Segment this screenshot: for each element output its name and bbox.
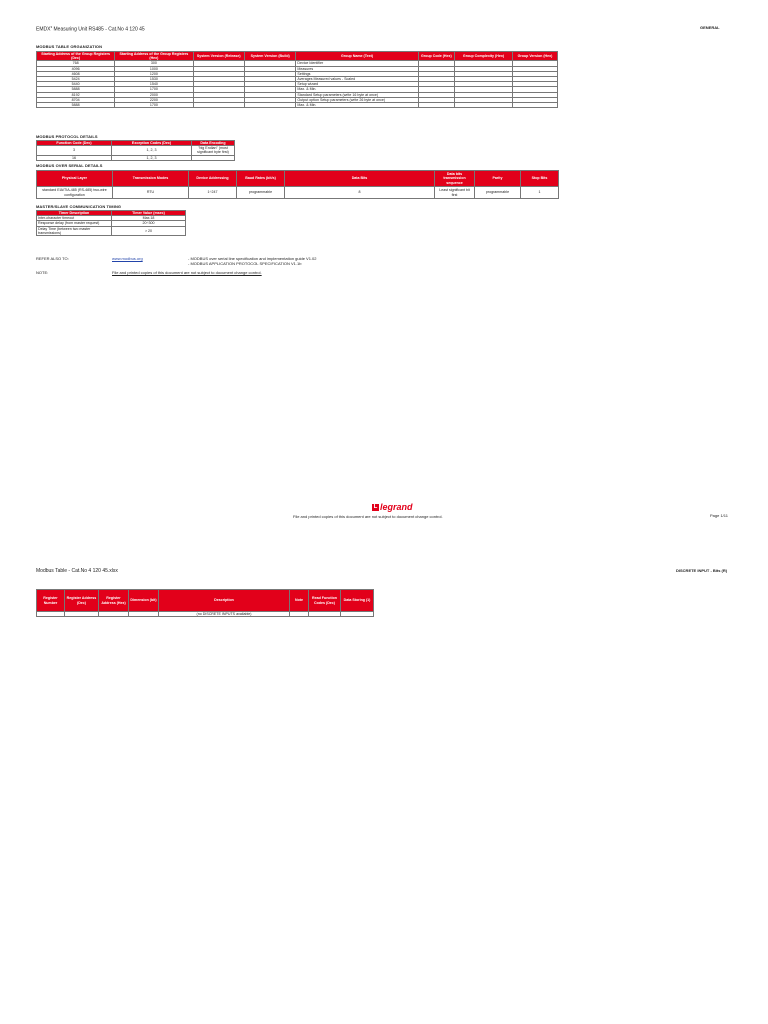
org-cell: Measures bbox=[296, 66, 418, 71]
document-title: EMDX$^3$ Measuring Unit RS485 - Cat.No 4 120 45 bbox=[36, 25, 145, 33]
org-cell: 2000 bbox=[115, 92, 193, 97]
protocol-details-title: MODBUS PROTOCOL DETAILS bbox=[36, 134, 98, 139]
org-cell: Setup wizard bbox=[296, 82, 418, 87]
di-header-3: Dimension (bit) bbox=[129, 590, 159, 612]
org-cell: 5424 bbox=[37, 77, 115, 82]
org-header-0: Starting Address of the Group Registers (Dec) bbox=[37, 52, 115, 61]
di-cell bbox=[290, 612, 309, 617]
org-cell: 8704 bbox=[37, 97, 115, 102]
refer-spec-2: - MODBUS APPLICATION PROTOCOL SPECIFICATION V1.1b bbox=[188, 261, 302, 266]
timing-cell: Response delay (from master request) bbox=[37, 221, 112, 226]
modbus-org-link[interactable]: www.modbus.org bbox=[112, 256, 143, 261]
serial-cell: programmable bbox=[475, 187, 521, 199]
legrand-logo-icon: L bbox=[373, 503, 378, 510]
org-cell bbox=[455, 103, 513, 108]
proto-cell bbox=[192, 155, 235, 160]
di-header-2: Register Address (Hex) bbox=[99, 590, 129, 612]
serial-header-1: Transmission Modes bbox=[113, 171, 189, 187]
di-cell bbox=[341, 612, 374, 617]
proto-row bbox=[37, 155, 235, 160]
org-cell: 8192 bbox=[37, 92, 115, 97]
proto-header-2: Data Encoding bbox=[192, 141, 235, 146]
di-header-6: Read Function Codes (Dec) bbox=[309, 590, 341, 612]
serial-row bbox=[37, 187, 559, 199]
protocol-details-table bbox=[36, 140, 235, 161]
proto-header-0: Function Code (Dec) bbox=[37, 141, 112, 146]
serial-cell: 1÷247 bbox=[189, 187, 237, 199]
proto-row bbox=[37, 146, 235, 155]
org-header-6: Group Complexity (Hex) bbox=[455, 52, 513, 61]
di-header-1: Register Address (Dec) bbox=[65, 590, 99, 612]
serial-cell: programmable bbox=[237, 187, 285, 199]
org-cell: Settings bbox=[296, 71, 418, 76]
org-row bbox=[37, 103, 558, 108]
footer-disclaimer: File and printed copies of this document are not subject to document change control. bbox=[293, 514, 443, 519]
timing-header-1: Timer Value (msec) bbox=[112, 211, 186, 216]
di-header-7: Data Storing (1) bbox=[341, 590, 374, 612]
org-cell: 768 bbox=[37, 61, 115, 66]
org-cell: 1200 bbox=[115, 71, 193, 76]
org-cell: 1000 bbox=[115, 66, 193, 71]
serial-header-4: Data Bits bbox=[285, 171, 435, 187]
org-cell: 1700 bbox=[115, 87, 193, 92]
timing-row bbox=[37, 226, 186, 235]
sheet-name: GENERAL bbox=[700, 25, 720, 30]
serial-cell: Least significant bit first bbox=[435, 187, 475, 199]
page-number: Page 1/11 bbox=[710, 513, 728, 518]
org-cell: 2200 bbox=[115, 97, 193, 102]
serial-cell: 1 bbox=[521, 187, 559, 199]
di-cell bbox=[129, 612, 159, 617]
org-header-3: System Version (Build) bbox=[244, 52, 295, 61]
timing-title: MASTER/SLAVE COMMUNICATION TIMING bbox=[36, 204, 122, 209]
serial-header-5: Data bits transmission sequence bbox=[435, 171, 475, 187]
org-cell bbox=[418, 103, 454, 108]
serial-details-table bbox=[36, 170, 559, 199]
timing-cell: 20÷300 bbox=[112, 221, 186, 226]
serial-details-title: MODBUS OVER SERIAL DETAILS bbox=[36, 163, 103, 168]
org-cell: Device Identifier bbox=[296, 61, 418, 66]
org-cell: Standard Setup parameters (write 16 byte at once) bbox=[296, 92, 418, 97]
di-cell bbox=[65, 612, 99, 617]
page2-title: Modbus Table - Cat.No 4 120 45.xlsx bbox=[36, 568, 118, 574]
org-cell: Output option Setup parameters (write 26 byte at once) bbox=[296, 97, 418, 102]
org-cell: 1540 bbox=[115, 82, 193, 87]
proto-cell: 1, 2, 3 bbox=[112, 155, 192, 160]
proto-cell: 3 bbox=[37, 146, 112, 155]
org-cell bbox=[244, 103, 295, 108]
org-cell: 300 bbox=[115, 61, 193, 66]
proto-cell: 1, 2, 3 bbox=[112, 146, 192, 155]
note-text: File and printed copies of this document are not subject to document change control. bbox=[112, 270, 262, 275]
org-cell: 4608 bbox=[37, 71, 115, 76]
di-cell bbox=[37, 612, 65, 617]
serial-cell: RTU bbox=[113, 187, 189, 199]
page2-sheet-name: DISCRETE INPUT - Bits (R) bbox=[676, 568, 728, 573]
refer-label: REFER ALSO TO: bbox=[36, 256, 69, 261]
di-header-5: Note bbox=[290, 590, 309, 612]
di-row bbox=[37, 612, 374, 617]
org-cell bbox=[193, 103, 244, 108]
serial-header-0: Physical Layer bbox=[37, 171, 113, 187]
org-cell: 4096 bbox=[37, 66, 115, 71]
legrand-logo-text: legrand bbox=[380, 502, 413, 512]
org-cell: 1700 bbox=[115, 103, 193, 108]
proto-cell: "big Endian" (most significant byte first) bbox=[192, 146, 235, 155]
di-cell: (no DISCRETE INPUTS available) bbox=[159, 612, 290, 617]
org-header-5: Group Code (Hex) bbox=[418, 52, 454, 61]
serial-header-6: Parity bbox=[475, 171, 521, 187]
di-header-0: Register Number bbox=[37, 590, 65, 612]
serial-header-2: Device Addressing bbox=[189, 171, 237, 187]
org-header-7: Group Version (Hex) bbox=[512, 52, 557, 61]
timing-cell: Delay Time (between two master transmissions) bbox=[37, 226, 112, 235]
org-cell: 1530 bbox=[115, 77, 193, 82]
org-cell bbox=[512, 103, 557, 108]
serial-header-7: Stop Bits bbox=[521, 171, 559, 187]
serial-header-3: Baud Rates (bit/s) bbox=[237, 171, 285, 187]
di-header-4: Description bbox=[159, 590, 290, 612]
org-cell: 5440 bbox=[37, 82, 115, 87]
org-cell: Averages Measured values - Scaled bbox=[296, 77, 418, 82]
proto-header-1: Exception Codes (Dec) bbox=[112, 141, 192, 146]
serial-cell: standard EIA/TIA-485 (RS-485) two-wire configuration bbox=[37, 187, 113, 199]
note-label: NOTE: bbox=[36, 270, 49, 275]
org-cell: Max. & Min. bbox=[296, 87, 418, 92]
proto-cell: 16 bbox=[37, 155, 112, 160]
modbus-table-organization bbox=[36, 51, 558, 108]
org-header-2: System Version (Release) bbox=[193, 52, 244, 61]
org-header-1: Starting Address of the Group Registers (Hex) bbox=[115, 52, 193, 61]
serial-cell: 8 bbox=[285, 187, 435, 199]
timing-cell: Max.18 bbox=[112, 216, 186, 221]
timing-header-0: Timer Description bbox=[37, 211, 112, 216]
org-header-4: Group Name (Text) bbox=[296, 52, 418, 61]
di-cell bbox=[309, 612, 341, 617]
org-cell: Max. & Min. bbox=[296, 103, 418, 108]
timing-table bbox=[36, 210, 186, 236]
timing-cell: > 20 bbox=[112, 226, 186, 235]
di-cell bbox=[99, 612, 129, 617]
table-org-title: MODBUS TABLE ORGANIZATION bbox=[36, 44, 103, 49]
org-cell: 5888 bbox=[37, 103, 115, 108]
legrand-logo bbox=[372, 502, 413, 512]
refer-spec-1: - MODBUS over serial line specification and implementation guide V1.02 bbox=[188, 256, 317, 261]
timing-cell: Inter-character timeout bbox=[37, 216, 112, 221]
discrete-input-table bbox=[36, 589, 374, 617]
org-cell: 5888 bbox=[37, 87, 115, 92]
